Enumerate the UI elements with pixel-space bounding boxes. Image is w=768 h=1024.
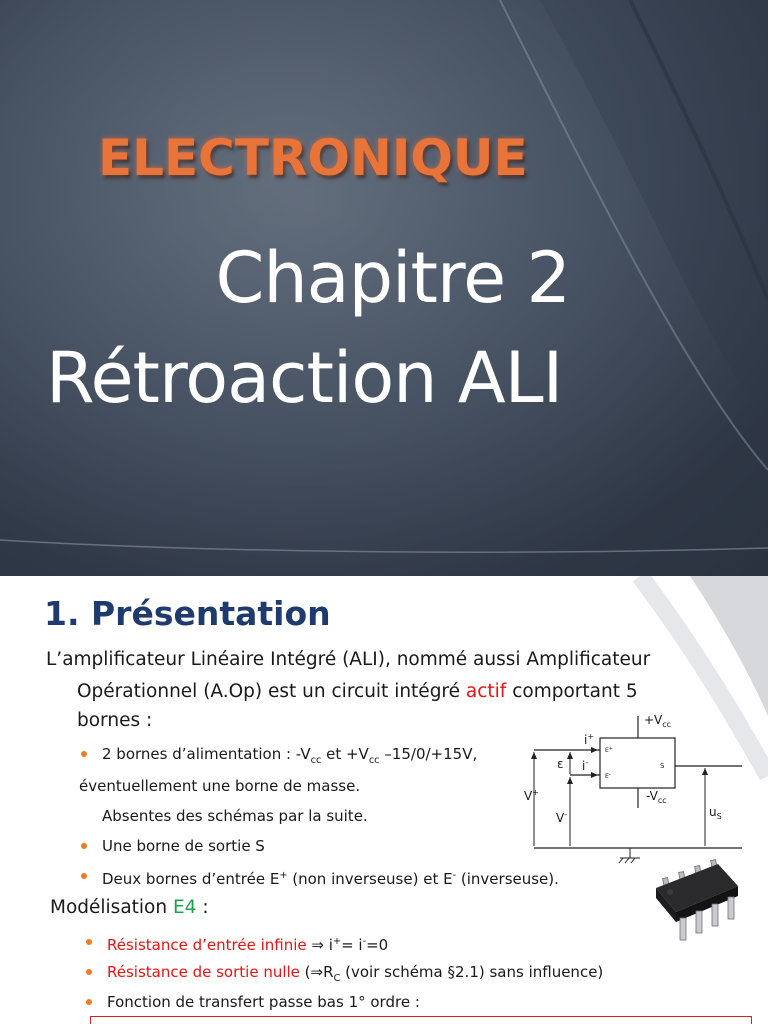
intro-line-1: L’amplificateur Linéaire Intégré (ALI), nommé aussi Amplificateur — [46, 649, 651, 670]
intro-line-2: Opérationnel (A.Op) est un circuit intégré actif comportant 5 — [77, 681, 638, 702]
model-transfer-function: Fonction de transfert passe bas 1° ordre : — [107, 993, 420, 1011]
model-input-resistance: Résistance d’entrée infinie ⇒ i+= i-=0 — [107, 936, 389, 954]
implies-arrow-icon: ⇒ — [310, 963, 324, 981]
chapter-title: Rétroaction ALI — [46, 337, 563, 419]
bullet-power-supply-note: Absentes des schémas par la suite. — [102, 807, 368, 825]
chip-image — [652, 858, 742, 948]
vcc-minus-label: $-V_{cc}$ — [646, 789, 667, 805]
chapter-number: Chapitre 2 — [215, 237, 570, 319]
bullet-icon — [81, 873, 87, 879]
bullet-icon — [86, 999, 92, 1005]
bullet-power-supply: 2 bornes d’alimentation : $-V_{cc}$ et $+V_{cc}$ –15/0/+15V, — [102, 745, 478, 766]
i-minus-label: i- — [582, 758, 589, 773]
modelisation-label: Modélisation E4 : — [50, 897, 209, 918]
us-label: $u_S$ — [709, 805, 722, 821]
bullet-icon — [81, 751, 87, 757]
v-plus-label: V+ — [524, 788, 539, 803]
content-slide — [0, 576, 768, 1024]
opamp-diagram — [520, 708, 750, 868]
bullet-output: Une borne de sortie S — [102, 837, 265, 855]
bullet-icon — [81, 843, 87, 849]
bullet-icon — [86, 939, 92, 945]
s-pin: S — [660, 762, 665, 770]
bullet-power-supply-continued: éventuellement une borne de masse. — [79, 777, 361, 795]
epsilon-label: ε — [557, 757, 564, 771]
e-plus-pin: E+ — [605, 746, 613, 754]
v-minus-label: V- — [556, 810, 568, 825]
i-plus-label: i+ — [584, 732, 595, 747]
implies-arrow-icon: ⇒ — [311, 936, 324, 954]
vcc-plus-label: $+V_{cc}$ — [644, 713, 672, 729]
actif-highlight: actif — [465, 681, 507, 702]
model-output-resistance: Résistance de sortie nulle ($\Rightarrow R_C$ (voir schéma §2.1) sans influence) — [107, 963, 604, 984]
slide-title: ELECTRONIQUE — [98, 129, 528, 187]
intro-line-3: bornes : — [77, 710, 153, 731]
e-minus-pin: E- — [605, 772, 611, 780]
bullet-inputs: Deux bornes d’entrée E+ (non inverseuse) et E- (inverseuse). — [102, 870, 559, 888]
section-heading: 1. Présentation — [44, 594, 331, 633]
formula-box — [90, 1016, 752, 1024]
e4-tag: E4 — [172, 897, 197, 918]
bullet-icon — [86, 969, 92, 975]
